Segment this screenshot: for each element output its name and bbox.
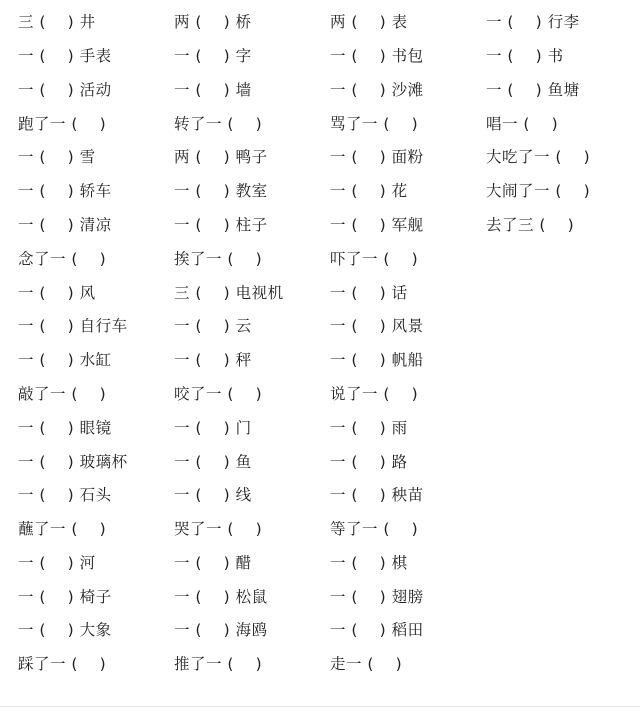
fill-in-blank-item: 一 ( ) 棋 (330, 553, 408, 572)
fill-in-blank-item: 一 ( ) 松鼠 (174, 587, 268, 606)
fill-in-blank-item: 一 ( ) 眼镜 (18, 418, 112, 437)
fill-in-blank-item: 一 ( ) 花 (330, 182, 408, 201)
fill-in-blank-item: 一 ( ) 墙 (174, 80, 252, 99)
fill-in-blank-item: 两 ( ) 鸭子 (174, 148, 268, 167)
fill-in-blank-item: 一 ( ) 柱子 (174, 215, 268, 234)
fill-in-blank-item: 一 ( ) 水缸 (18, 351, 112, 370)
fill-in-blank-item: 唱一 ( ) (486, 114, 559, 133)
fill-in-blank-item: 一 ( ) 鱼塘 (486, 80, 580, 99)
fill-in-blank-item: 一 ( ) 醋 (174, 553, 252, 572)
fill-in-blank-item: 一 ( ) 海鸥 (174, 621, 268, 640)
fill-in-blank-item: 一 ( ) 秤 (174, 351, 252, 370)
worksheet-row (18, 344, 634, 378)
worksheet-row (18, 412, 634, 446)
fill-in-blank-item: 走一 ( ) (330, 655, 403, 674)
fill-in-blank-item: 蘸了一 ( ) (18, 520, 107, 539)
fill-in-blank-item: 三 ( ) 电视机 (174, 283, 284, 302)
fill-in-blank-item: 一 ( ) 自行车 (18, 317, 128, 336)
fill-in-blank-item: 一 ( ) 鱼 (174, 452, 252, 471)
fill-in-blank-item: 一 ( ) 石头 (18, 486, 112, 505)
fill-in-blank-item: 等了一 ( ) (330, 520, 419, 539)
fill-in-blank-item: 一 ( ) 行李 (486, 13, 580, 32)
fill-in-blank-item: 咬了一 ( ) (174, 384, 263, 403)
fill-in-blank-item: 踩了一 ( ) (18, 655, 107, 674)
page-bottom-border (0, 706, 640, 707)
fill-in-blank-item: 一 ( ) 翅膀 (330, 587, 424, 606)
fill-in-blank-item: 念了一 ( ) (18, 249, 107, 268)
fill-in-blank-item: 一 ( ) 线 (174, 486, 252, 505)
worksheet-row (18, 310, 634, 344)
fill-in-blank-item: 一 ( ) 军舰 (330, 215, 424, 234)
fill-in-blank-item: 一 ( ) 河 (18, 553, 96, 572)
fill-in-blank-item: 一 ( ) 雪 (18, 148, 96, 167)
fill-in-blank-item: 大吃了一 ( ) (486, 148, 591, 167)
fill-in-blank-item: 一 ( ) 大象 (18, 621, 112, 640)
worksheet-row (18, 479, 634, 513)
fill-in-blank-item: 两 ( ) 桥 (174, 13, 252, 32)
worksheet-row (18, 175, 634, 209)
worksheet-row (18, 141, 634, 175)
fill-in-blank-item: 一 ( ) 字 (174, 46, 252, 65)
fill-in-blank-item: 一 ( ) 云 (174, 317, 252, 336)
fill-in-blank-item: 一 ( ) 沙滩 (330, 80, 424, 99)
fill-in-blank-item: 吓了一 ( ) (330, 249, 419, 268)
fill-in-blank-item: 一 ( ) 书 (486, 46, 564, 65)
fill-in-blank-item: 一 ( ) 稻田 (330, 621, 424, 640)
worksheet-row (18, 6, 634, 40)
worksheet-row (18, 547, 634, 581)
worksheet-row (18, 648, 634, 682)
worksheet-row (18, 243, 634, 277)
worksheet-row (18, 378, 634, 412)
worksheet-row (18, 581, 634, 615)
worksheet-row (18, 209, 634, 243)
worksheet-row (18, 513, 634, 547)
fill-in-blank-item: 三 ( ) 井 (18, 13, 96, 32)
fill-in-blank-item: 敲了一 ( ) (18, 384, 107, 403)
fill-in-blank-item: 哭了一 ( ) (174, 520, 263, 539)
fill-in-blank-item: 去了三 ( ) (486, 215, 575, 234)
fill-in-blank-item: 一 ( ) 椅子 (18, 587, 112, 606)
worksheet-row (18, 614, 634, 648)
fill-in-blank-item: 两 ( ) 表 (330, 13, 408, 32)
fill-in-blank-item: 挨了一 ( ) (174, 249, 263, 268)
fill-in-blank-item: 一 ( ) 帆船 (330, 351, 424, 370)
fill-in-blank-item: 一 ( ) 雨 (330, 418, 408, 437)
fill-in-blank-item: 一 ( ) 面粉 (330, 148, 424, 167)
fill-in-blank-item: 一 ( ) 轿车 (18, 182, 112, 201)
fill-in-blank-item: 一 ( ) 手表 (18, 46, 112, 65)
worksheet-row (18, 445, 634, 479)
worksheet-row (18, 107, 634, 141)
fill-in-blank-item: 一 ( ) 教室 (174, 182, 268, 201)
fill-in-blank-item: 骂了一 ( ) (330, 114, 419, 133)
worksheet-row (18, 40, 634, 74)
worksheet-row (18, 276, 634, 310)
fill-in-blank-item: 一 ( ) 路 (330, 452, 408, 471)
fill-in-blank-item: 大闹了一 ( ) (486, 182, 591, 201)
fill-in-blank-item: 一 ( ) 玻璃杯 (18, 452, 128, 471)
measure-word-worksheet (18, 6, 634, 682)
fill-in-blank-item: 一 ( ) 风 (18, 283, 96, 302)
fill-in-blank-item: 一 ( ) 风景 (330, 317, 424, 336)
fill-in-blank-item: 一 ( ) 清凉 (18, 215, 112, 234)
worksheet-row (18, 74, 634, 108)
fill-in-blank-item: 转了一 ( ) (174, 114, 263, 133)
fill-in-blank-item: 一 ( ) 秧苗 (330, 486, 424, 505)
fill-in-blank-item: 跑了一 ( ) (18, 114, 107, 133)
fill-in-blank-item: 说了一 ( ) (330, 384, 419, 403)
fill-in-blank-item: 推了一 ( ) (174, 655, 263, 674)
fill-in-blank-item: 一 ( ) 活动 (18, 80, 112, 99)
fill-in-blank-item: 一 ( ) 门 (174, 418, 252, 437)
fill-in-blank-item: 一 ( ) 书包 (330, 46, 424, 65)
fill-in-blank-item: 一 ( ) 话 (330, 283, 408, 302)
